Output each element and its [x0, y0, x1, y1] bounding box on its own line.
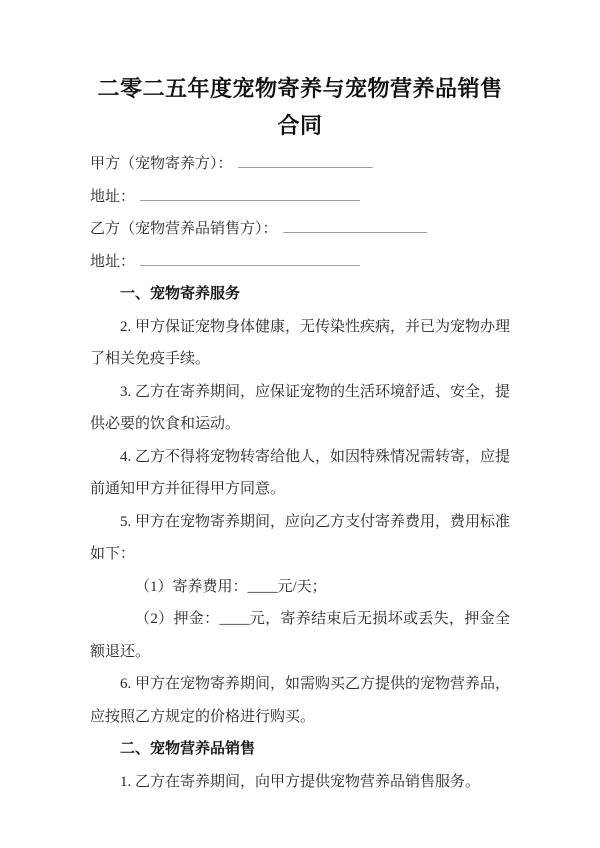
- party-a-fill-in-blank-line: [238, 154, 373, 168]
- party-a-address-fill-in-blank-line: [140, 187, 360, 201]
- contract-body: [90, 278, 510, 798]
- party-a-label: 甲方（宠物寄养方）：: [90, 156, 233, 172]
- contract-title: [90, 70, 510, 144]
- section-1-clause-2: 2. 甲方保证宠物身体健康，无传染性疾病，并已为宠物办理了相关免疫手续。: [90, 318, 511, 367]
- contract-title-line1: 二零二五年度宠物寄养与宠物营养品销售: [97, 76, 503, 101]
- party-b-fill-in-blank-line: [283, 219, 427, 233]
- party-b-line: [90, 213, 510, 246]
- section-1-clause-5-item-2: （2）押金：____元，寄养结束后无损坏或丢失，押金全额退还。: [90, 611, 510, 660]
- party-a-line: [90, 148, 510, 181]
- party-a-address-line: [90, 181, 510, 214]
- section-2-clause-1: 1. 乙方在寄养期间，向甲方提供宠物营养品销售服务。: [120, 773, 481, 790]
- section-1-clause-3: 3. 乙方在寄养期间，应保证宠物的生活环境舒适、安全，提供必要的饮食和运动。: [90, 383, 511, 432]
- section-1-clause-4: 4. 乙方不得将宠物转寄给他人，如因特殊情况需转寄，应提前通知甲方并征得甲方同意。: [90, 448, 511, 497]
- party-b-address-label: 地址：: [90, 253, 136, 270]
- section-2-heading: 二、宠物营养品销售: [120, 741, 256, 757]
- section-1-heading: 一、宠物寄养服务: [120, 286, 241, 302]
- party-b-address-fill-in-blank-line: [140, 252, 360, 266]
- party-b-label: 乙方（宠物营养品销售方）：: [90, 221, 278, 237]
- section-1-clause-5-item-1: （1）寄养费用：____元/天；: [135, 578, 327, 595]
- party-b-address-line: [90, 246, 510, 279]
- section-1-clause-6: 6. 甲方在宠物寄养期间，如需购买乙方提供的宠物营养品，应按照乙方规定的价格进行购买。: [90, 676, 511, 725]
- party-a-address-label: 地址：: [90, 188, 136, 205]
- contract-title-line2: 合同: [277, 113, 323, 138]
- parties-block: [90, 148, 510, 278]
- section-1-clause-5: 5. 甲方在宠物寄养期间，应向乙方支付寄养费用，费用标准如下：: [90, 513, 511, 562]
